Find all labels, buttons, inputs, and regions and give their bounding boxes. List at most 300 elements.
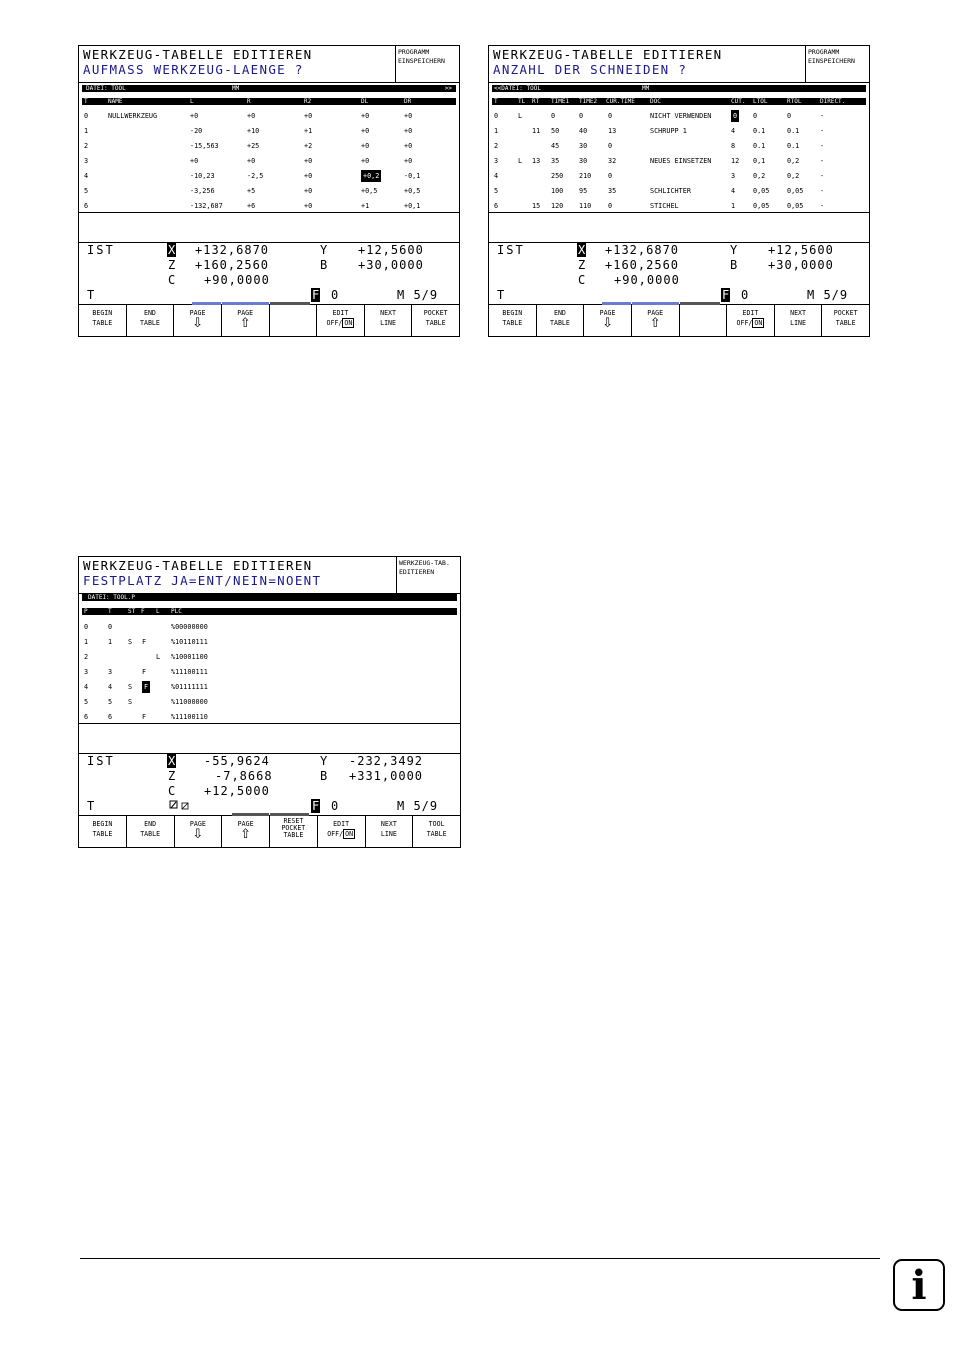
cell: SCHRUPP 1 [650, 127, 687, 135]
axis-z-value: +160,2560 [195, 258, 270, 272]
info-icon [893, 1259, 945, 1311]
next-line-softkey[interactable] [364, 305, 412, 336]
cell: 0,1 [753, 157, 766, 165]
screen-header [79, 46, 459, 83]
softkey-label: TABLE [502, 319, 523, 327]
cell: +1 [361, 202, 370, 210]
table-row[interactable] [82, 636, 457, 648]
feed-value: 0 [331, 288, 339, 302]
dialog-prompt: FESTPLATZ JA=ENT/NEIN=NOENT [83, 573, 322, 588]
table-row[interactable] [82, 666, 457, 678]
table-row[interactable] [492, 155, 866, 167]
softkey-tab-marker [680, 302, 721, 305]
cell: %01111111 [171, 683, 208, 691]
softkey-label: TABLE [92, 830, 113, 838]
screen-header [489, 46, 869, 83]
page-down-softkey[interactable] [583, 305, 631, 336]
pocket-table-softkey[interactable] [411, 305, 459, 336]
file-name: DATEI: TOOL [86, 85, 126, 92]
cell: +0 [247, 157, 256, 165]
table-row[interactable] [492, 170, 866, 182]
mode-indicator [396, 557, 460, 593]
cell-cursor[interactable]: +0,2 [363, 172, 380, 180]
ist-label: IST [497, 243, 525, 257]
edit-toggle-softkey[interactable] [316, 305, 364, 336]
softkey-tab-marker [192, 302, 221, 305]
empty-softkey[interactable] [269, 305, 317, 336]
ist-label: IST [87, 754, 115, 768]
cell: 0 [551, 112, 556, 120]
cell: 0 [608, 112, 613, 120]
divider [79, 723, 460, 724]
cell: 32 [608, 157, 617, 165]
softkey-label: EDIT [333, 820, 350, 828]
arrow-down-icon: ⇩ [192, 827, 204, 842]
cell: +0,5 [404, 187, 421, 195]
screen-pocket-table [78, 556, 461, 848]
table-row[interactable] [82, 621, 457, 633]
cell: +0 [304, 172, 313, 180]
softkey-label: PAGE [237, 309, 254, 317]
cell: %10110111 [171, 638, 208, 646]
cell: -132,687 [190, 202, 223, 210]
cell: - [820, 142, 825, 150]
cell: 250 [551, 172, 564, 180]
cell: +6 [247, 202, 256, 210]
mode-line-2: EDITIEREN [399, 568, 435, 576]
end-table-softkey[interactable] [126, 305, 174, 336]
column-header-bar [82, 98, 456, 105]
edit-toggle-softkey[interactable] [726, 305, 774, 336]
cell: 0 [494, 112, 499, 120]
screen-tool-table-cutting-edges [488, 45, 870, 337]
cell: 1 [108, 638, 113, 646]
cell: 2 [84, 142, 89, 150]
softkey-label: EDIT [742, 309, 759, 317]
softkey-label: POCKET [423, 309, 448, 317]
col-header: ST [128, 608, 136, 615]
cell: +0 [361, 112, 370, 120]
next-line-softkey[interactable] [774, 305, 822, 336]
cell: NULLWERKZEUG [108, 112, 158, 120]
feed-value: 0 [331, 799, 339, 813]
cell: L [156, 653, 161, 661]
table-row[interactable] [82, 696, 457, 708]
feed-value: 0 [741, 288, 749, 302]
softkey-label: END [144, 820, 157, 828]
tool-call-icon [169, 800, 193, 813]
arrow-up-icon: ⇧ [239, 316, 251, 331]
axis-c-label: C [168, 784, 176, 798]
softkey-label: BEGIN [502, 309, 523, 317]
cell: 120 [551, 202, 564, 210]
cell: 0 [787, 112, 792, 120]
mode-indicator [395, 46, 459, 82]
softkey-tab-marker [270, 302, 311, 305]
divider [79, 212, 459, 213]
axis-z-value: +160,2560 [605, 258, 680, 272]
table-row[interactable] [82, 170, 456, 182]
col-header: T [108, 608, 112, 615]
feed-icon: F [312, 799, 320, 813]
table-row[interactable] [492, 140, 866, 152]
cell: +0 [304, 187, 313, 195]
screen-tool-table-length [78, 45, 460, 337]
softkey-label: ON [754, 319, 763, 327]
cell: 3 [494, 157, 499, 165]
cell: +0 [361, 142, 370, 150]
column-header-bar [82, 608, 457, 615]
cell: 40 [579, 127, 588, 135]
cell: +5 [247, 187, 256, 195]
axis-b-value: +30,0000 [358, 258, 424, 272]
file-bar [82, 594, 457, 601]
cell: 110 [579, 202, 592, 210]
feed-icon: F [722, 288, 730, 302]
file-bar [82, 85, 456, 92]
softkey-label: PAGE [599, 309, 616, 317]
empty-softkey[interactable] [679, 305, 727, 336]
softkey-tab-marker [222, 302, 269, 305]
softkey-tab-marker [632, 302, 679, 305]
softkey-label: OFF/ [736, 319, 753, 327]
reset-pocket-table-softkey[interactable] [269, 816, 317, 847]
cell: +0 [247, 112, 256, 120]
cell: 45 [551, 142, 560, 150]
cell: -20 [190, 127, 203, 135]
dialog-prompt: AUFMASS WERKZEUG-LAENGE ? [83, 62, 304, 77]
axis-z-label: Z [168, 769, 176, 783]
softkey-bar [489, 304, 869, 336]
tool-table-softkey[interactable] [412, 816, 460, 847]
table-row[interactable] [492, 200, 866, 212]
softkey-label: LINE [380, 830, 397, 838]
axis-x-label: X [168, 243, 176, 257]
softkey-label: ON [344, 319, 353, 327]
table-row[interactable] [82, 711, 457, 723]
cell: 3 [84, 668, 89, 676]
cell: 2 [494, 142, 499, 150]
scroll-right-indicator: >> [444, 85, 452, 92]
axis-y-value: +12,5600 [768, 243, 834, 257]
cell: 1 [84, 638, 89, 646]
screen-title: WERKZEUG-TABELLE EDITIEREN [83, 558, 313, 573]
col-header: LTOL [753, 98, 768, 105]
table-row[interactable] [492, 110, 866, 122]
softkey-label: LINE [380, 319, 396, 327]
softkey-bar [79, 304, 459, 336]
col-header: DOC [650, 98, 661, 105]
arrow-up-icon: ⇧ [240, 827, 252, 842]
cell: 3 [108, 668, 113, 676]
axis-y-label: Y [730, 243, 738, 257]
col-header: T [494, 98, 498, 105]
cell: 0 [753, 112, 758, 120]
begin-table-softkey[interactable] [489, 305, 536, 336]
softkey-label: TOOL [428, 820, 445, 828]
col-header: DL [361, 98, 369, 105]
cell: 50 [551, 127, 560, 135]
cell: 8 [731, 142, 736, 150]
softkey-label: TABLE [426, 830, 447, 838]
col-header: T [84, 98, 88, 105]
cell: 12 [731, 157, 740, 165]
cell: 4 [108, 683, 113, 691]
cell: 5 [494, 187, 499, 195]
tool-label: T [87, 288, 95, 302]
cell: 13 [532, 157, 541, 165]
cell: %11100111 [171, 668, 208, 676]
cell: 0,2 [787, 172, 800, 180]
cell: +0,5 [361, 187, 378, 195]
softkey-label: PAGE [647, 309, 664, 317]
position-display [489, 243, 869, 303]
axis-c-label: C [168, 273, 176, 287]
softkey-label: END [143, 309, 156, 317]
softkey-label: TABLE [140, 830, 161, 838]
cell: SCHLICHTER [650, 187, 691, 195]
col-header: F [141, 608, 145, 615]
cell: 6 [84, 202, 89, 210]
cell: S [128, 683, 133, 691]
axis-x-value: -55,9624 [204, 754, 270, 768]
cell: 0 [608, 172, 613, 180]
cell: +0 [361, 157, 370, 165]
col-header: R2 [304, 98, 312, 105]
next-line-softkey[interactable] [365, 816, 413, 847]
position-display [79, 754, 460, 814]
cell: - [820, 172, 825, 180]
softkey-label: TABLE [425, 319, 446, 327]
table-row[interactable] [82, 110, 456, 122]
dialog-prompt: ANZAHL DER SCHNEIDEN ? [493, 62, 688, 77]
col-header: PLC [171, 608, 182, 615]
softkey-label: TABLE [283, 831, 304, 839]
cell: 1 [84, 127, 89, 135]
cell: +0 [404, 112, 413, 120]
cell: +0 [404, 127, 413, 135]
softkey-label: PAGE [237, 820, 254, 828]
table-row[interactable] [492, 125, 866, 137]
begin-table-softkey[interactable] [79, 816, 126, 847]
table-row[interactable] [82, 125, 456, 137]
file-name: DATEI: TOOL.P [88, 594, 135, 601]
cell: +0 [404, 142, 413, 150]
softkey-label: TABLE [140, 319, 160, 327]
divider [489, 212, 869, 213]
cell: +0 [404, 157, 413, 165]
cell: 0.1 [787, 127, 800, 135]
cell: +2 [304, 142, 313, 150]
axis-c-value: +90,0000 [614, 273, 680, 287]
cell: 0,2 [787, 157, 800, 165]
unit-label: MM [642, 85, 650, 92]
softkey-label: TABLE [92, 319, 113, 327]
cell: 0,2 [753, 172, 766, 180]
softkey-label: BEGIN [92, 309, 113, 317]
cell: +1 [304, 127, 313, 135]
tool-label: T [87, 799, 95, 813]
table-row[interactable] [82, 200, 456, 212]
unit-label: MM [232, 85, 240, 92]
cell: 3 [84, 157, 89, 165]
table-row[interactable] [492, 185, 866, 197]
page-up-softkey[interactable] [221, 816, 269, 847]
cell: 210 [579, 172, 592, 180]
softkey-tab-marker [602, 302, 631, 305]
axis-z-value: -7,8668 [215, 769, 273, 783]
arrow-down-icon: ⇩ [192, 316, 204, 331]
cell: -15,563 [190, 142, 219, 150]
end-table-softkey[interactable] [126, 816, 174, 847]
softkey-label: RESET [283, 817, 304, 825]
axis-c-value: +90,0000 [204, 273, 270, 287]
cell: -10,23 [190, 172, 215, 180]
mode-line-1: PROGRAMM [398, 48, 430, 56]
cell: F [142, 638, 147, 646]
cell: 0 [84, 623, 89, 631]
cell: 0 [579, 112, 584, 120]
edit-toggle-softkey[interactable] [317, 816, 365, 847]
cell: - [820, 187, 825, 195]
cell: 0.1 [753, 142, 766, 150]
cell: +0 [361, 127, 370, 135]
cell: +0 [304, 112, 313, 120]
page-up-softkey[interactable] [631, 305, 679, 336]
col-header: CUT. [731, 98, 746, 105]
axis-x-value: +132,6870 [195, 243, 270, 257]
cell: 100 [551, 187, 564, 195]
cell-cursor[interactable]: 0 [733, 112, 738, 120]
cell: +10 [247, 127, 260, 135]
softkey-label: NEXT [380, 820, 397, 828]
cell: 0 [608, 202, 613, 210]
cell: S [128, 638, 133, 646]
ist-label: IST [87, 243, 115, 257]
screen-title: WERKZEUG-TABELLE EDITIEREN [493, 47, 723, 62]
info-icon-glyph: i [911, 1261, 927, 1309]
page-down-softkey[interactable] [174, 816, 222, 847]
cell: 4 [731, 187, 736, 195]
cell: +0 [304, 202, 313, 210]
cell: 0,05 [753, 187, 770, 195]
softkey-label: NEXT [790, 309, 806, 317]
cell: 13 [608, 127, 617, 135]
cell: +0 [190, 112, 199, 120]
softkey-label: BEGIN [92, 820, 113, 828]
cell: 2 [84, 653, 89, 661]
cell: 4 [84, 172, 89, 180]
cell: +25 [247, 142, 260, 150]
cell: - [820, 202, 825, 210]
cell: - [820, 157, 825, 165]
mode-line-1: PROGRAMM [808, 48, 840, 56]
cell: 35 [551, 157, 560, 165]
cell: 3 [731, 172, 736, 180]
cell: L [518, 157, 523, 165]
arrow-down-icon: ⇩ [602, 316, 614, 331]
cell: 0.1 [753, 127, 766, 135]
softkey-label: ON [345, 830, 354, 838]
table-row[interactable] [82, 140, 456, 152]
begin-table-softkey[interactable] [79, 305, 126, 336]
cell: S [128, 698, 133, 706]
cell: 0 [108, 623, 113, 631]
column-header-bar [492, 98, 866, 105]
cell: +0 [190, 157, 199, 165]
cell: 5 [84, 698, 89, 706]
softkey-label: OFF/ [326, 319, 343, 327]
table-row[interactable] [82, 185, 456, 197]
end-table-softkey[interactable] [536, 305, 584, 336]
screen-header [79, 557, 460, 594]
cell: 11 [532, 127, 541, 135]
cell: 35 [608, 187, 617, 195]
feed-icon: F [312, 288, 320, 302]
axis-x-label: X [168, 754, 176, 768]
page-up-softkey[interactable] [221, 305, 269, 336]
axis-y-label: Y [320, 754, 328, 768]
axis-c-label: C [578, 273, 586, 287]
cell: 0,05 [787, 187, 804, 195]
mode-line-2: EINSPEICHERN [808, 57, 855, 65]
table-row[interactable] [82, 155, 456, 167]
cell: - [820, 127, 825, 135]
axis-y-value: -232,3492 [349, 754, 424, 768]
axis-z-label: Z [578, 258, 586, 272]
softkey-label: POCKET [833, 309, 858, 317]
col-header: RT [532, 98, 540, 105]
cell: 30 [579, 142, 588, 150]
col-header: CUR.TIME [606, 98, 635, 105]
cell: 6 [494, 202, 499, 210]
file-name: <<DATEI: TOOL [494, 85, 541, 92]
cell: 6 [108, 713, 113, 721]
arrow-up-icon: ⇧ [649, 316, 661, 331]
cell: - [820, 112, 825, 120]
cell: %00000000 [171, 623, 208, 631]
cell: +0 [304, 157, 313, 165]
m-function-value: M 5/9 [807, 288, 849, 302]
softkey-tab-marker [232, 813, 269, 816]
softkey-label: EDIT [332, 309, 349, 317]
cell: %10001100 [171, 653, 208, 661]
col-header: NAME [108, 98, 123, 105]
pocket-table-softkey[interactable] [821, 305, 869, 336]
cell: NICHT VERWENDEN [650, 112, 712, 120]
col-header: DR [404, 98, 412, 105]
mode-line-2: EINSPEICHERN [398, 57, 445, 65]
cell: 0,05 [787, 202, 804, 210]
axis-b-label: B [320, 258, 328, 272]
m-function-value: M 5/9 [397, 288, 439, 302]
softkey-label: OFF/ [327, 830, 344, 838]
table-row[interactable] [82, 651, 457, 663]
file-bar [492, 85, 866, 92]
softkey-label: END [553, 309, 566, 317]
cell-cursor[interactable]: F [144, 683, 149, 691]
page-down-softkey[interactable] [173, 305, 221, 336]
table-row[interactable] [82, 681, 457, 693]
col-header: TIME2 [579, 98, 598, 105]
mode-indicator [805, 46, 869, 82]
axis-b-value: +30,0000 [768, 258, 834, 272]
screen-title: WERKZEUG-TABELLE EDITIEREN [83, 47, 313, 62]
softkey-label: NEXT [380, 309, 396, 317]
softkey-label: POCKET [281, 824, 306, 832]
softkey-label: LINE [790, 319, 806, 327]
tool-label: T [497, 288, 505, 302]
